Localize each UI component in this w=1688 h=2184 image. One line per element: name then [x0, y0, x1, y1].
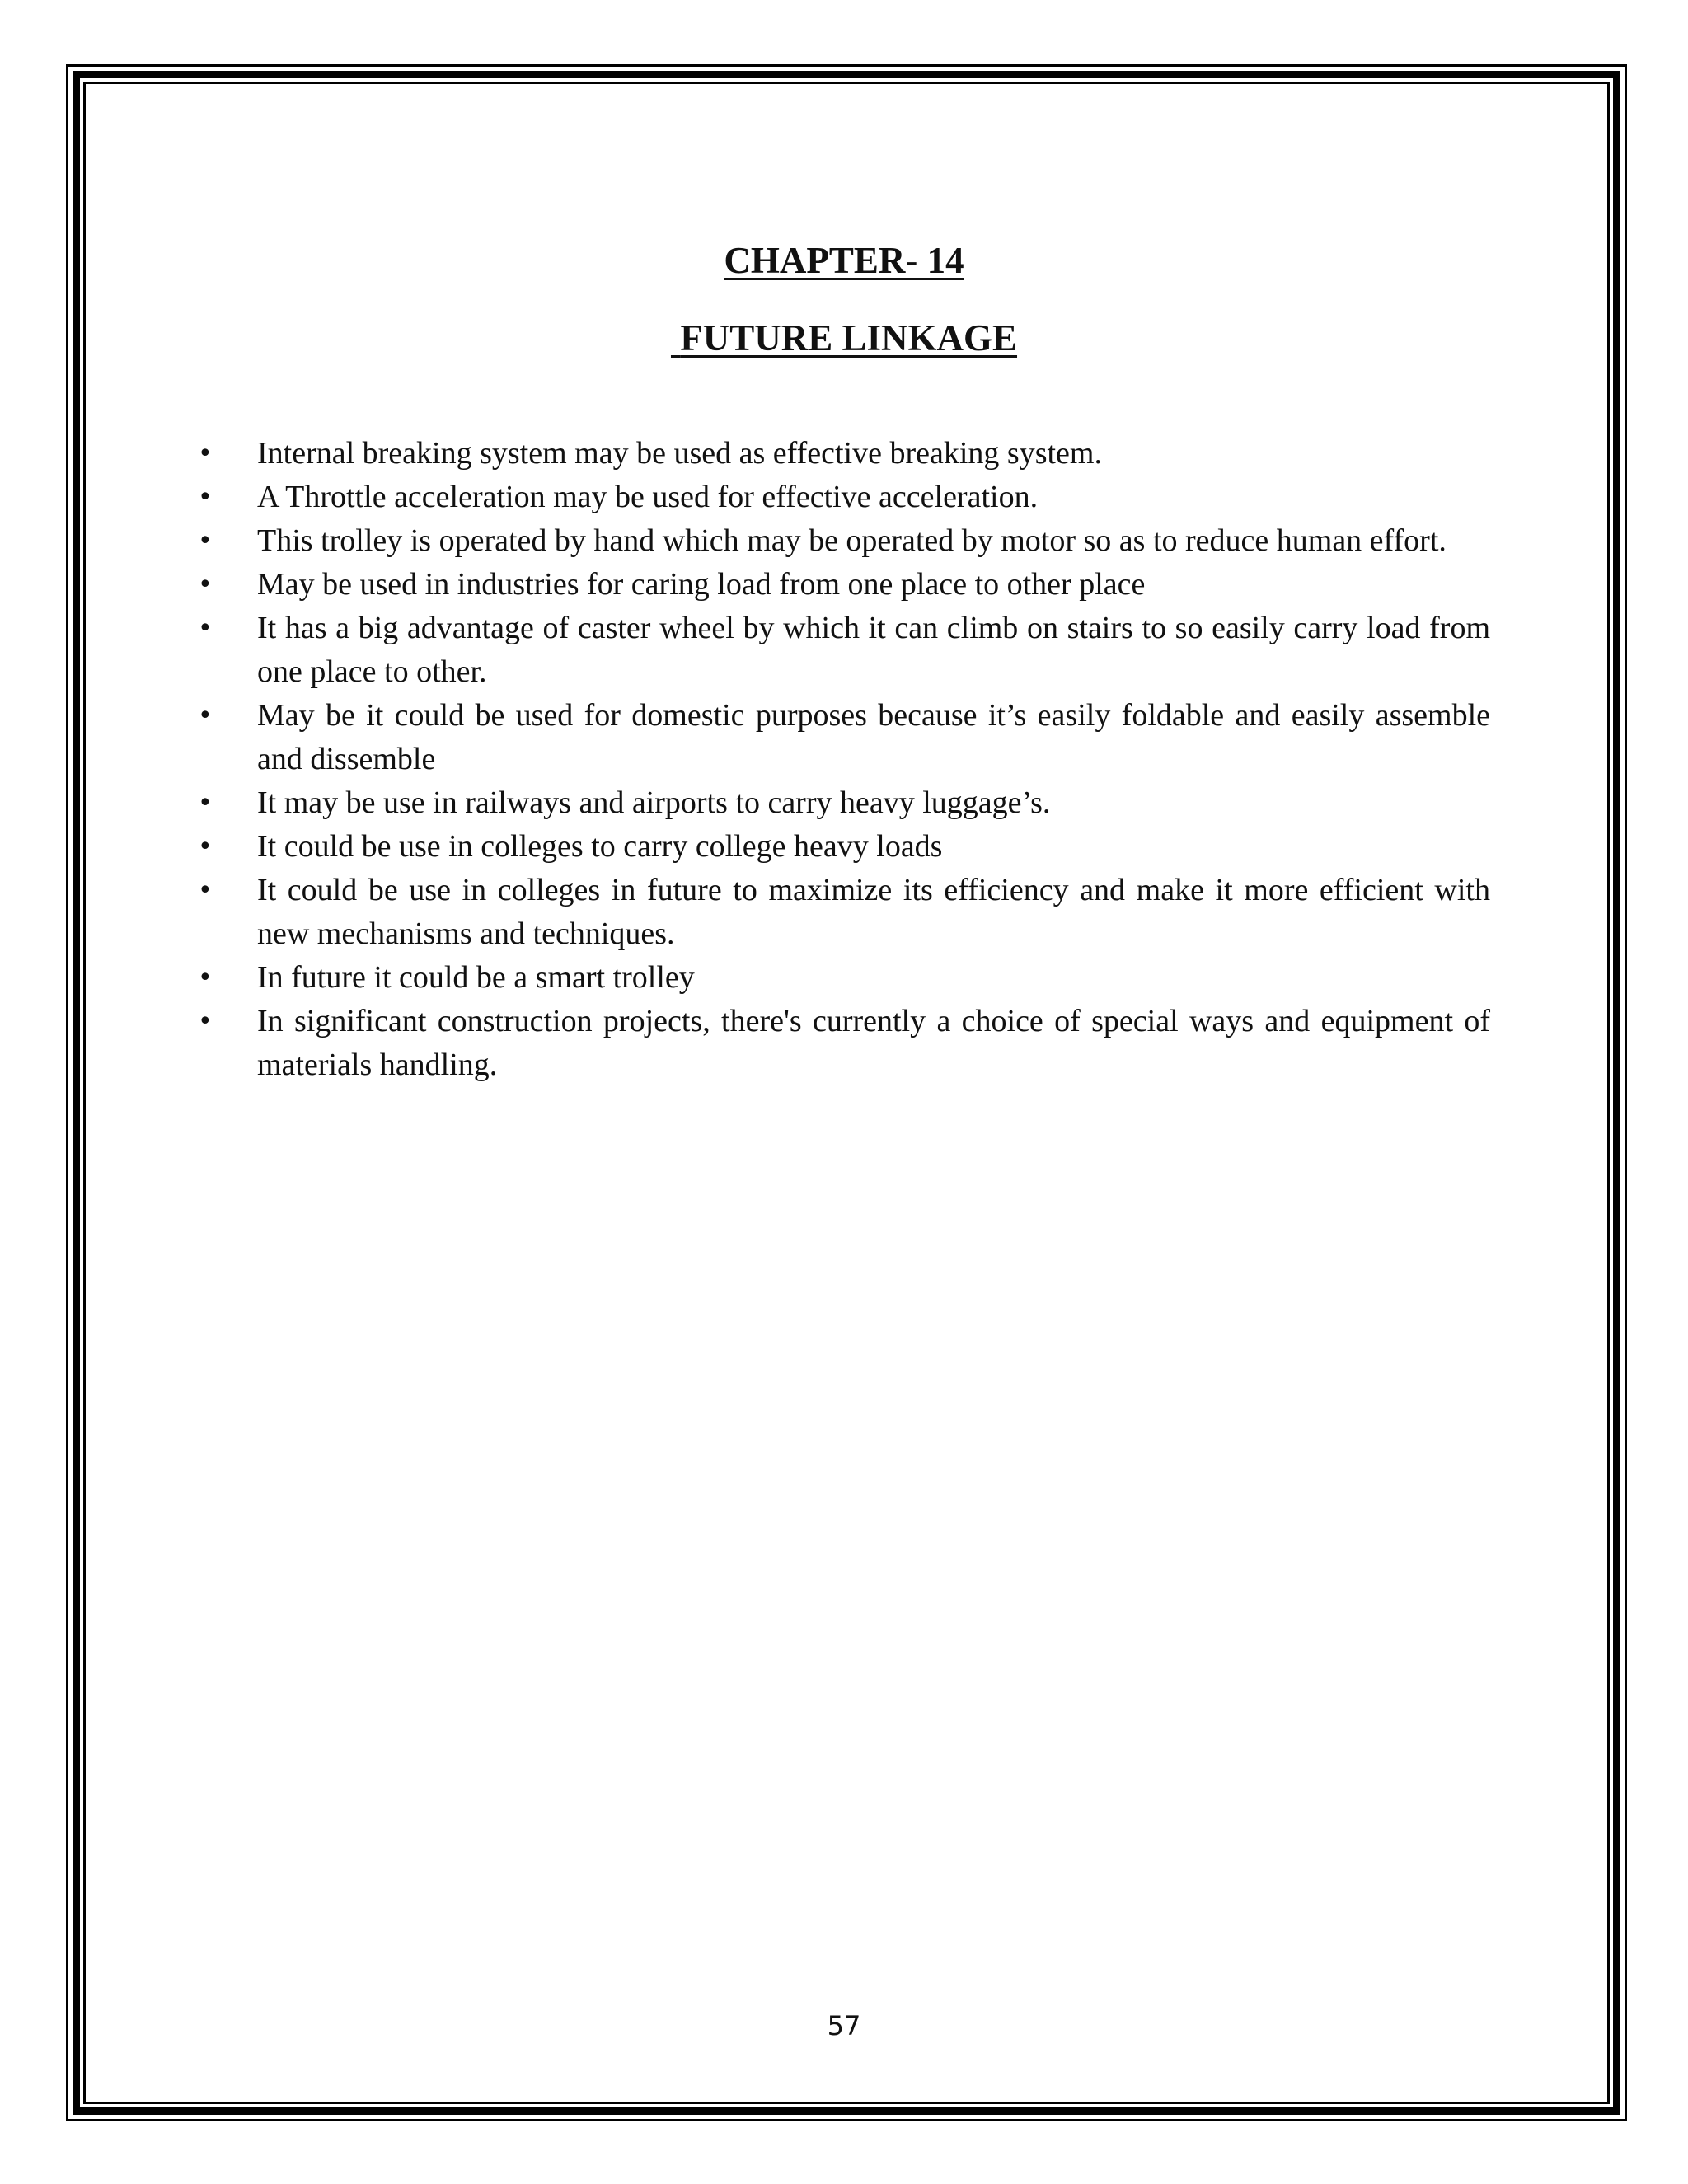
list-item: [198, 519, 1490, 563]
bullet-point: •: [198, 876, 213, 905]
list-item: [198, 476, 1490, 519]
bullet-point: •: [198, 614, 213, 643]
list-item: [198, 781, 1490, 825]
list-item: [198, 1000, 1490, 1087]
section-heading-text: FUTURE LINKAGE: [680, 317, 1018, 359]
list-item-text: It could be use in colleges to carry college heavy loads: [257, 829, 943, 864]
list-item: [198, 825, 1490, 869]
list-item: [198, 563, 1490, 607]
bullet-point: •: [198, 789, 213, 818]
bullet-point: •: [198, 963, 213, 992]
bullet-point: •: [198, 439, 213, 468]
bullet-point: •: [198, 527, 213, 555]
bullet-point: •: [198, 701, 213, 730]
list-item: [198, 956, 1490, 1000]
section-heading: [0, 313, 1688, 363]
list-item: [198, 694, 1490, 781]
list-item: [198, 432, 1490, 476]
bullet-point: •: [198, 570, 213, 599]
list-item: [198, 607, 1490, 694]
list-item-text: It could be use in colleges in future to maximize its efficiency and make it more efficient with new mechanisms and techniques.: [257, 873, 1490, 951]
list-item-text: A Throttle acceleration may be used for effective acceleration.: [257, 480, 1039, 514]
chapter-heading: CHAPTER- 14: [724, 240, 964, 281]
bullet-list: [198, 432, 1490, 1087]
list-item-text: It has a big advantage of caster wheel by which it can climb on stairs to so easily carry load from one place to other.: [257, 611, 1490, 689]
bullet-point: •: [198, 1007, 213, 1036]
list-item-text: May be used in industries for caring load from one place to other place: [257, 567, 1146, 602]
list-item-text: In significant construction projects, there's currently a choice of special ways and equipment of materials handling.: [257, 1004, 1490, 1082]
page-number: 57: [827, 2010, 861, 2041]
list-item-text: In future it could be a smart trolley: [257, 960, 695, 995]
list-item-text: This trolley is operated by hand which may be operated by motor so as to reduce human effort.: [257, 523, 1447, 558]
bullet-point: •: [198, 832, 213, 861]
list-item-text: May be it could be used for domestic purposes because it’s easily foldable and easily assemble and dissemble: [257, 698, 1490, 776]
bullet-point: •: [198, 483, 213, 512]
page-border-inner: [83, 82, 1610, 2104]
list-item: [198, 869, 1490, 956]
list-item-text: Internal breaking system may be used as effective breaking system.: [257, 436, 1102, 471]
list-item-text: It may be use in railways and airports to carry heavy luggage’s.: [257, 785, 1051, 820]
